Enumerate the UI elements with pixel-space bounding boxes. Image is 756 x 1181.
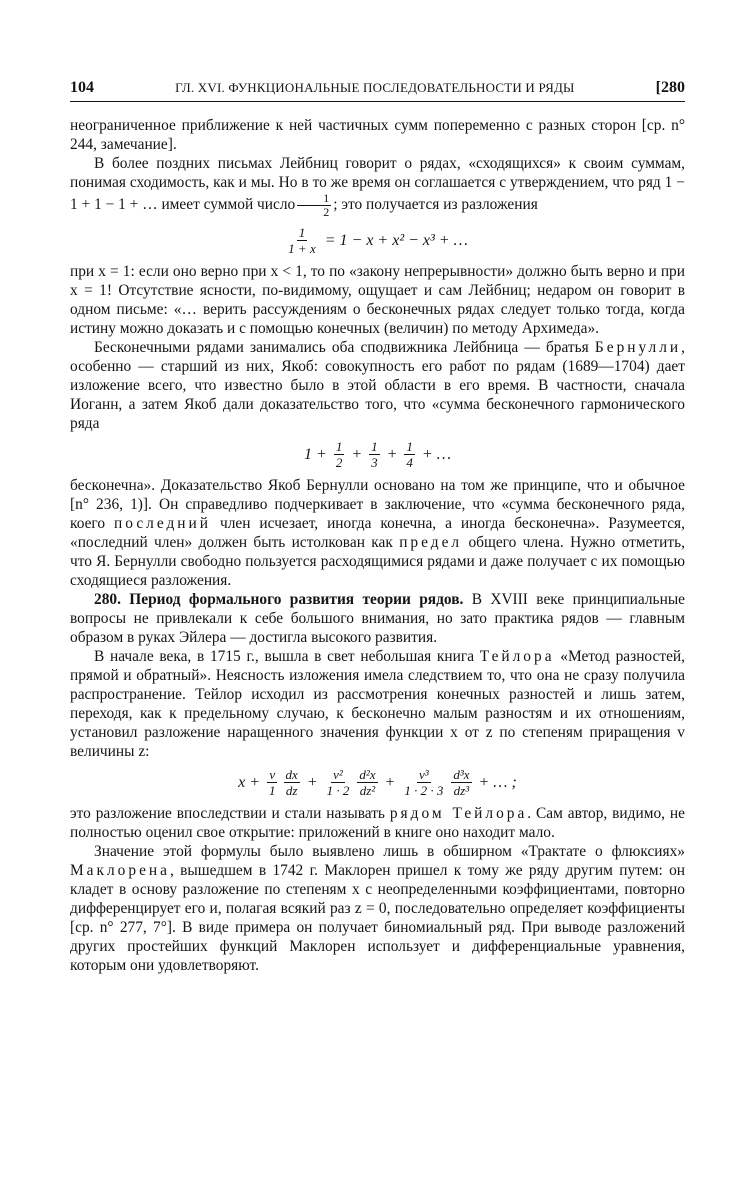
paragraph-9-end: , вышедшем в 1742 г. Маклорен пришел к тому же ряду другим путем: он кладет в основу разложение по степеням x с неопределенными коэффициентами, повторно дифференцирует его и, полагая всякий раз z = 0, последовательно определяет коэффициенты [ср. n° 277, 7°]. В виде примера он получает биномиальный ряд. При выводе разложений других простейших функций Маклорен использует и дифференциальные уравнения, которым они удовлетворяют. xyxy=(70,862,685,974)
fraction-denominator: 4 xyxy=(406,455,413,470)
formula-derivative xyxy=(357,767,377,798)
fraction-numerator: 1 xyxy=(406,439,413,454)
fraction-denominator: 3 xyxy=(371,455,378,470)
fraction-denominator: 1 · 2 xyxy=(326,783,350,798)
fraction-numerator: 1 xyxy=(297,192,331,206)
paragraph-5 xyxy=(70,476,685,590)
paragraph-8 xyxy=(70,804,685,842)
chapter-title: ГЛ. XVI. ФУНКЦИОНАЛЬНЫЕ ПОСЛЕДОВАТЕЛЬНОСТИ И РЯДЫ xyxy=(175,80,575,95)
formula-derivative xyxy=(284,767,300,798)
paragraph-6-body: В XVIII веке принципиальные вопросы не привлекали к себе большого внимания, но зато практика рядов — главным образом в руках Эйлера — достигла высокого развития. xyxy=(70,591,685,646)
paragraph-8-start: это разложение впоследствии и стали называть xyxy=(70,805,385,822)
paragraph-8-end: . Сам автор, видимо, не полностью оценил свое открытие: приложений в книге оно находит мало. xyxy=(70,805,685,841)
formula-rhs: = 1 − x + x² − x³ + … xyxy=(324,232,468,249)
fraction-denominator: dz xyxy=(285,783,298,798)
paragraph-9-start: Значение этой формулы было выявлено лишь в обширном «Трактате о флюксиях» xyxy=(94,843,685,860)
formula-expansion xyxy=(70,225,685,256)
term-taylor-series: рядом Тейлора xyxy=(389,805,528,822)
emphasis-limit: предел xyxy=(399,534,463,551)
paragraph-9 xyxy=(70,842,685,975)
paragraph-1: неограниченное приближение к ней частичных сумм попеременно с разных сторон [ср. n° 244, замечание]. xyxy=(70,117,685,153)
fraction-denominator: 2 xyxy=(335,455,343,470)
formula-harmonic-series xyxy=(70,439,685,470)
fraction-denominator: 2 xyxy=(323,205,330,219)
paragraph-4-start: Бесконечными рядами занимались оба сподвижника Лейбница — братья xyxy=(94,339,589,356)
formula-fraction xyxy=(334,439,345,470)
fraction-denominator: 1 xyxy=(269,783,276,798)
formula-term: + … xyxy=(421,446,451,463)
page-number: 104 xyxy=(70,79,94,96)
formula-operator: + xyxy=(351,446,363,463)
paragraph-7 xyxy=(70,647,685,761)
fraction-numerator: v xyxy=(269,767,276,782)
fraction-numerator: v³ xyxy=(418,767,429,782)
formula-taylor-series xyxy=(70,767,685,798)
formula-operator: + xyxy=(384,774,396,791)
fraction-numerator: v² xyxy=(333,767,343,782)
fraction-denominator: dz² xyxy=(359,783,376,798)
paragraph-2-start: В более поздних письмах Лейбниц говорит о рядах, «сходящихся» к своим суммам, понимая сходимость, как и мы. Но в то же время он соглашается с утверждением, что ряд 1 − 1 + 1 − 1 + … имеет суммой число xyxy=(70,155,685,214)
book-page xyxy=(70,78,685,975)
paragraph-7-start: В начале века, в 1715 г., вышла в свет небольшая книга xyxy=(94,648,475,665)
paragraph-5-end: общего члена. Нужно отметить, что Я. Бернулли свободно пользуется расходящимися рядами и даже получает с их помощью сходящиеся разложения. xyxy=(70,534,685,589)
section-number: [280 xyxy=(655,79,685,96)
name-maclaurin: Маклорена xyxy=(70,862,170,879)
fraction-denominator: 1 · 2 · 3 xyxy=(404,783,444,798)
formula-term: x + xyxy=(238,774,261,791)
formula-fraction xyxy=(404,439,415,470)
formula-term: + … ; xyxy=(478,774,517,791)
formula-operator: + xyxy=(306,774,318,791)
fraction-numerator: dx xyxy=(285,767,298,782)
fraction-numerator: 1 xyxy=(335,439,343,454)
fraction-numerator: d²x xyxy=(359,767,376,782)
paragraph-4 xyxy=(70,338,685,433)
inline-fraction-half xyxy=(297,192,331,219)
formula-derivative xyxy=(451,767,471,798)
formula-fraction xyxy=(267,767,278,798)
paragraph-5-start: бесконечна». Доказательство Якоб Бернулли основано на том же принципе, что и обычное [n° 236, 1)]. Он справедливо подчеркивает в заключение, что «сумма бесконечного ряда, коего xyxy=(70,477,685,532)
formula-fraction xyxy=(369,439,380,470)
paragraph-2-end: ; это получается из разложения xyxy=(333,196,538,214)
fraction-denominator: dz³ xyxy=(453,783,470,798)
formula-fraction xyxy=(325,767,352,798)
formula-fraction xyxy=(402,767,445,798)
emphasis-last: последний xyxy=(114,515,212,532)
running-header xyxy=(70,78,685,102)
fraction-denominator: 1 + x xyxy=(288,241,316,256)
formula-lhs-fraction xyxy=(286,225,318,256)
paragraph-5-middle: член исчезает, иногда конечна, а иногда бесконечна». Разумеется, «последний член» должен быть истолкован как xyxy=(70,515,685,551)
paragraph-4-end: , особенно — старший из них, Якоб: совокупность его работ по рядам (1689—1704) дает изложение всего, что известно было в этой области в его время. В частности, сначала Иоганн, а затем Якоб дали доказательство того, что «сумма бесконечного гармонического ряда xyxy=(70,339,685,432)
fraction-numerator: d³x xyxy=(453,767,470,782)
fraction-numerator: 1 xyxy=(298,225,306,240)
fraction-numerator: 1 xyxy=(371,439,378,454)
paragraph-2 xyxy=(70,154,685,219)
name-taylor: Тейлора xyxy=(479,648,555,665)
paragraph-6 xyxy=(70,590,685,647)
name-bernoulli: Бернулли xyxy=(594,339,682,356)
paragraph-3: при x = 1: если оно верно при x < 1, то по «закону непрерывности» должно быть верно и при x = 1! Отсутствие ясности, по-видимому, ощущает и сам Лейбниц; недаром он говорит в одном письме: «… верить рассуждениям о бесконечных рядах следует только тогда, когда истину можно доказать и с помощью конечных (величин) по методу Архимеда». xyxy=(70,263,685,337)
formula-operator: + xyxy=(386,446,398,463)
paragraph-7-end: «Метод разностей, прямой и обратный». Неясность изложения имела следствием то, что она не сразу получила распространение. Тейлор исходил из рассмотрения конечных разностей и лишь затем, переходя, как к предельному случаю, к бесконечно малым разностям и их отношениям, установил разложение наращенного значения функции x от z по степеням приращения v величины z: xyxy=(70,648,685,760)
formula-term: 1 + xyxy=(304,446,327,463)
section-heading-280: 280. Период формального развития теории рядов. xyxy=(94,591,464,608)
